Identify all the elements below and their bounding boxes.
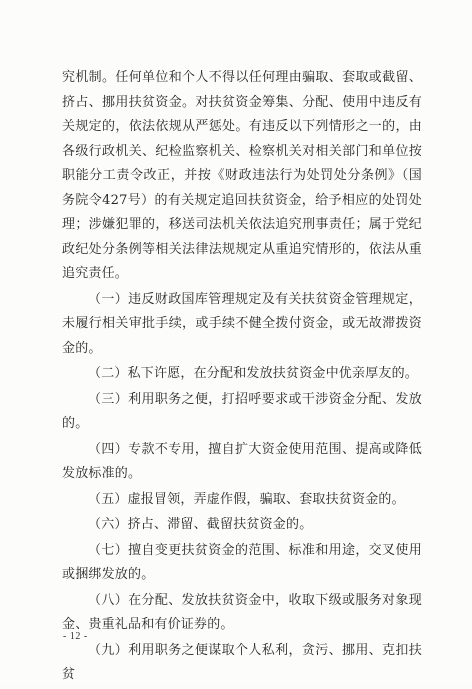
paragraph-item-5: （五）虚报冒领，弄虚作假，骗取、套取扶贫资金的。 xyxy=(88,491,405,507)
paragraph-intro: 究机制。任何单位和个人不得以任何理由骗取、套取或截留、挤占、挪用扶贫资金。对扶贫资金筹集、分配、使用中违反有关规定的，依法依规从严惩处。有违反以下列情形之一的，由各级行政机关、纪检监察机关、检察机关对相关部门和单位按职能分工责令改正，并按《财政违法行为处罚处分条例》（国务院令427号）的有关规定追回扶贫资金，给予相应的处罚处理；涉嫌犯罪的，移送司法机关依法追究刑事责任；属于党纪政纪处分条例等相关法律法规规定从重追究情形的，依法从重追究责任。 xyxy=(62,70,422,281)
paragraph-item-6: （六）挤占、滞留、截留扶贫资金的。 xyxy=(88,517,313,532)
paragraph-item-1: （一）违反财政国库管理规定及有关扶贫资金管理规定，未履行相关审批手续，或手续不健全拨付资金，或无故滞拨资金的。 xyxy=(62,291,422,356)
paragraph-item-3: （三）利用职务之便，打招呼要求或干涉资金分配、发放的。 xyxy=(62,391,422,431)
paragraph-item-8: （八）在分配、发放扶贫资金中，收取下级或服务对象现金、贵重礼品和有价证券的。 xyxy=(62,592,422,632)
paragraph-item-4: （四）专款不专用，擅自扩大资金使用范围、提高或降低发放标准的。 xyxy=(62,441,422,481)
paragraph-item-9: （九）利用职务之便谋取个人私利，贪污、挪用、克扣扶贫 xyxy=(62,642,422,682)
page-number: - 12 - xyxy=(63,631,88,642)
paragraph-item-2: （二）私下许愿，在分配和发放扶贫资金中优亲厚友的。 xyxy=(88,366,419,381)
paragraph-item-7: （七）擅自变更扶贫资金的范围、标准和用途，交叉使用或捆绑发放的。 xyxy=(62,542,422,582)
document-body xyxy=(62,66,422,689)
